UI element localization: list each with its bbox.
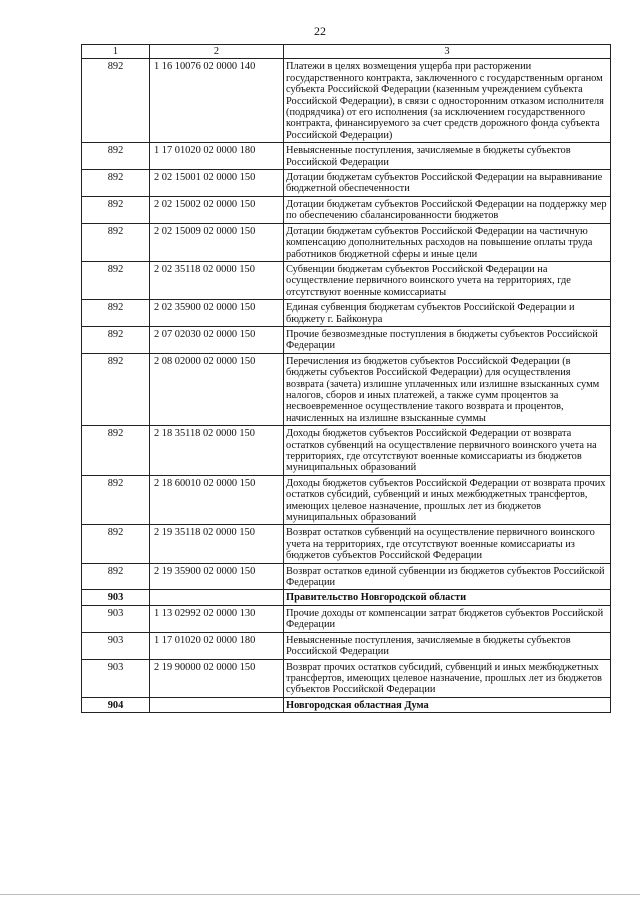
- table-row: [82, 475, 611, 525]
- table-row: [82, 223, 611, 261]
- admin-code-cell: 892: [82, 475, 150, 525]
- admin-code-cell: 892: [82, 170, 150, 197]
- description-cell: Дотации бюджетам субъектов Российской Федерации на выравнивание бюджетной обеспеченности: [284, 170, 611, 197]
- budget-code-cell: 2 02 35900 02 0000 150: [150, 300, 284, 327]
- admin-code-cell: 892: [82, 525, 150, 563]
- budget-code-cell: 2 19 35900 02 0000 150: [150, 563, 284, 590]
- description-cell: Перечисления из бюджетов субъектов Российской Федерации (в бюджеты субъектов Российской Федерации) для осуществления возврата (зачета) излишне уплаченных или излишне взысканных сумм налогов, сборов и иных платежей, а также сумм процентов за несвоевременное осуществление такого возврата и процентов, начисленных на излишне взысканные суммы: [284, 353, 611, 425]
- description-cell: Правительство Новгородской области: [284, 590, 611, 605]
- admin-code-cell: 892: [82, 223, 150, 261]
- table-body: [82, 59, 611, 713]
- budget-code-cell: 2 18 60010 02 0000 150: [150, 475, 284, 525]
- budget-code-cell: 2 02 15009 02 0000 150: [150, 223, 284, 261]
- admin-code-cell: 903: [82, 590, 150, 605]
- table-header-row: [82, 45, 611, 59]
- admin-code-cell: 904: [82, 697, 150, 712]
- description-cell: Невыясненные поступления, зачисляемые в бюджеты субъектов Российской Федерации: [284, 632, 611, 659]
- header-col-1: 1: [82, 45, 150, 59]
- budget-code-cell: 2 19 90000 02 0000 150: [150, 659, 284, 697]
- description-cell: Возврат прочих остатков субсидий, субвенций и иных межбюджетных трансфертов, имеющих целевое назначение, прошлых лет из бюджетов субъектов Российской Федерации: [284, 659, 611, 697]
- description-cell: Прочие безвозмездные поступления в бюджеты субъектов Российской Федерации: [284, 326, 611, 353]
- description-cell: Субвенции бюджетам субъектов Российской Федерации на осуществление первичного воинского учета на территориях, где отсутствуют военные комиссариаты: [284, 261, 611, 299]
- admin-code-cell: 903: [82, 632, 150, 659]
- description-cell: Новгородская областная Дума: [284, 697, 611, 712]
- description-cell: Прочие доходы от компенсации затрат бюджетов субъектов Российской Федерации: [284, 605, 611, 632]
- table-row: [82, 353, 611, 425]
- header-col-3: 3: [284, 45, 611, 59]
- description-cell: Платежи в целях возмещения ущерба при расторжении государственного контракта, заключенного с государственным органом субъекта Российской Федерации (казенным учреждением субъекта Российской Федерации), в связи с односторонним отказом исполнителя (подрядчика) от его исполнения (за исключением государственного контракта, финансируемого за счет средств дорожного фонда субъекта Российской Федерации): [284, 59, 611, 143]
- budget-code-cell: [150, 697, 284, 712]
- admin-code-cell: 892: [82, 59, 150, 143]
- table-row: [82, 170, 611, 197]
- budget-code-cell: 1 17 01020 02 0000 180: [150, 143, 284, 170]
- budget-code-cell: [150, 590, 284, 605]
- table-row: [82, 632, 611, 659]
- table-row: [82, 590, 611, 605]
- budget-code-cell: 2 18 35118 02 0000 150: [150, 426, 284, 476]
- admin-code-cell: 892: [82, 261, 150, 299]
- admin-code-cell: 892: [82, 353, 150, 425]
- table-row: [82, 261, 611, 299]
- budget-code-cell: 1 13 02992 02 0000 130: [150, 605, 284, 632]
- budget-code-cell: 2 07 02030 02 0000 150: [150, 326, 284, 353]
- description-cell: Единая субвенция бюджетам субъектов Российской Федерации и бюджету г. Байконура: [284, 300, 611, 327]
- table-row: [82, 563, 611, 590]
- table-row: [82, 525, 611, 563]
- scan-edge-line: [0, 894, 640, 895]
- description-cell: Невыясненные поступления, зачисляемые в бюджеты субъектов Российской Федерации: [284, 143, 611, 170]
- budget-code-cell: 2 02 15001 02 0000 150: [150, 170, 284, 197]
- admin-code-cell: 892: [82, 143, 150, 170]
- revenue-codes-table: [81, 44, 611, 713]
- description-cell: Возврат остатков субвенций на осуществление первичного воинского учета на территориях, где отсутствуют военные комиссариаты из бюджетов субъектов Российской Федерации: [284, 525, 611, 563]
- table-row: [82, 326, 611, 353]
- table-row: [82, 605, 611, 632]
- admin-code-cell: 892: [82, 300, 150, 327]
- admin-code-cell: 892: [82, 196, 150, 223]
- budget-code-cell: 1 17 01020 02 0000 180: [150, 632, 284, 659]
- table-row: [82, 697, 611, 712]
- table-row: [82, 300, 611, 327]
- table-row: [82, 196, 611, 223]
- description-cell: Возврат остатков единой субвенции из бюджетов субъектов Российской Федерации: [284, 563, 611, 590]
- admin-code-cell: 903: [82, 659, 150, 697]
- budget-code-cell: 2 19 35118 02 0000 150: [150, 525, 284, 563]
- budget-code-cell: 2 02 35118 02 0000 150: [150, 261, 284, 299]
- admin-code-cell: 892: [82, 563, 150, 590]
- page-number: 22: [314, 24, 326, 38]
- description-cell: Дотации бюджетам субъектов Российской Федерации на поддержку мер по обеспечению сбалансированности бюджетов: [284, 196, 611, 223]
- admin-code-cell: 892: [82, 426, 150, 476]
- table-row: [82, 59, 611, 143]
- table-row: [82, 143, 611, 170]
- description-cell: Доходы бюджетов субъектов Российской Федерации от возврата прочих остатков субсидий, субвенций и иных межбюджетных трансфертов, имеющих целевое назначение, прошлых лет из бюджетов муниципальных образований: [284, 475, 611, 525]
- description-cell: Доходы бюджетов субъектов Российской Федерации от возврата остатков субвенций на осуществление первичного воинского учета на территориях, где отсутствуют военные комиссариаты из бюджетов муниципальных образований: [284, 426, 611, 476]
- admin-code-cell: 892: [82, 326, 150, 353]
- table-row: [82, 659, 611, 697]
- budget-code-cell: 2 02 15002 02 0000 150: [150, 196, 284, 223]
- description-cell: Дотации бюджетам субъектов Российской Федерации на частичную компенсацию дополнительных расходов на повышение оплаты труда работников бюджетной сферы и иные цели: [284, 223, 611, 261]
- table-row: [82, 426, 611, 476]
- budget-code-cell: 1 16 10076 02 0000 140: [150, 59, 284, 143]
- admin-code-cell: 903: [82, 605, 150, 632]
- header-col-2: 2: [150, 45, 284, 59]
- budget-code-cell: 2 08 02000 02 0000 150: [150, 353, 284, 425]
